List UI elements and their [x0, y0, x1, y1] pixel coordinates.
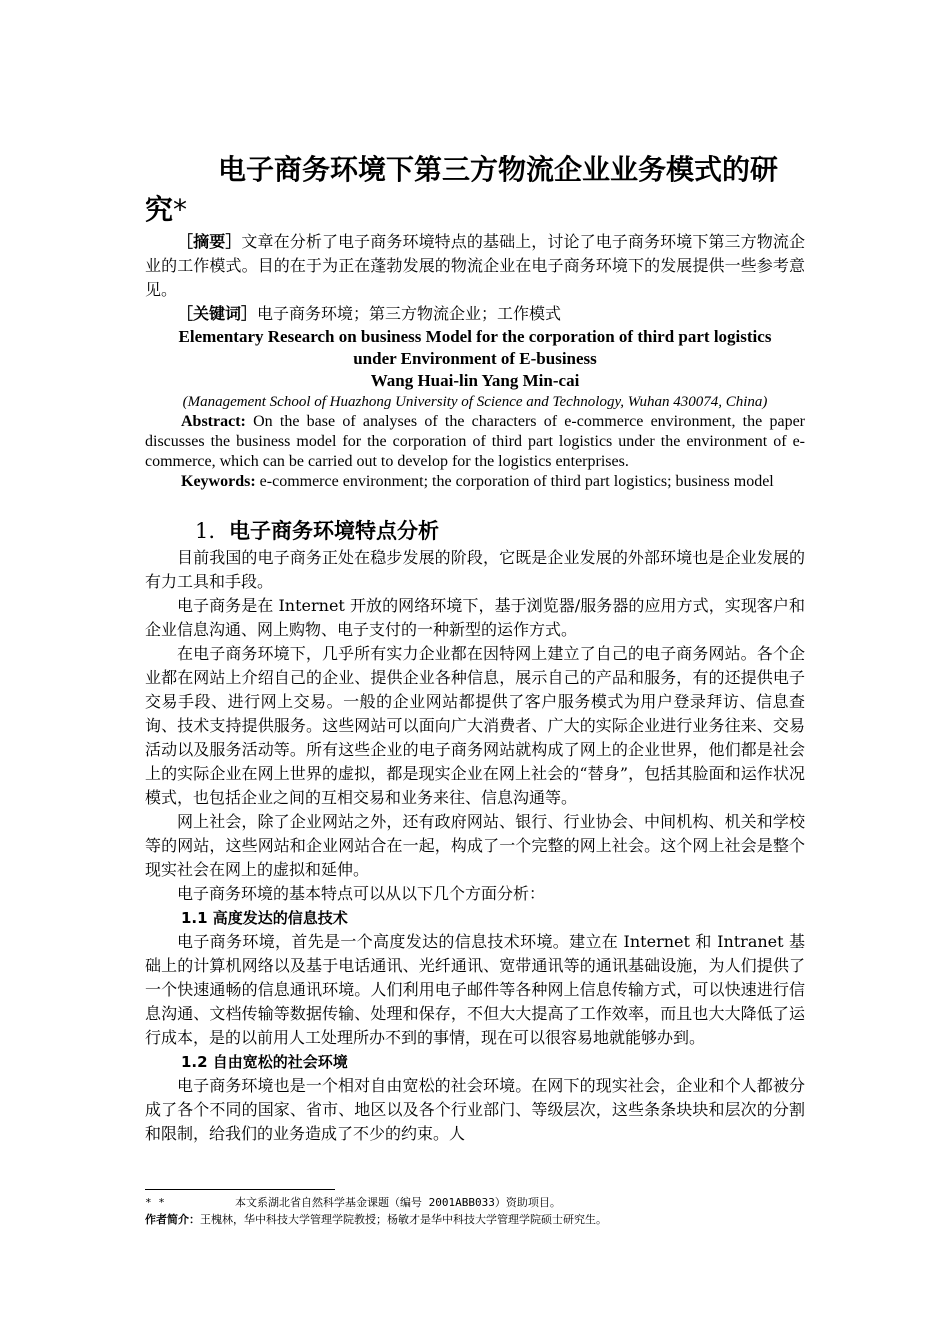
title-footnote-star: *: [173, 193, 188, 226]
keywords-cn-text: 电子商务环境；第三方物流企业；工作模式: [257, 304, 562, 323]
subsection-1-2-text: 电子商务环境也是一个相对自由宽松的社会环境。在网下的现实社会，企业和个人都被分成了各个不同的国家、省市、地区以及各个行业部门、等级层次，这些条条块块和层次的分割和限制，给我们的业务造成了不少的约束。人: [145, 1076, 805, 1143]
english-abstract-text: On the base of analyses of the characters of e-commerce environment, the paper discusses the business model for the corporation of third part logistics under the environment of e-commerce, which can be carried out to develop for the logistics enterprises.: [145, 413, 805, 470]
english-affiliation: (Management School of Huazhong University of Science and Technology, Wuhan 430074, China): [182, 394, 768, 410]
section-1-number: 1.: [195, 519, 216, 543]
english-keywords-label: Keywords:: [181, 473, 256, 490]
keywords-cn: [145, 302, 805, 326]
footnote-mark: * *: [145, 1196, 165, 1209]
english-authors: Wang Huai-lin Yang Min-cai: [370, 371, 580, 390]
footnote-divider: [145, 1189, 335, 1190]
english-title-line1: Elementary Research on business Model for the corporation of third part logistics: [178, 327, 772, 346]
paper-title: [145, 150, 805, 230]
subsection-1-1-heading: 1.1 高度发达的信息技术: [181, 909, 348, 927]
footnote-author: [145, 1212, 805, 1228]
english-abstract: [145, 412, 805, 472]
section-1-title: 电子商务环境特点分析: [229, 519, 440, 543]
footnote-author-label: 作者简介：: [145, 1213, 200, 1226]
english-abstract-label: Abstract:: [181, 413, 246, 430]
section-1-paragraph-1: 目前我国的电子商务正处在稳步发展的阶段，它既是企业发展的外部环境也是企业发展的有力工具和手段。: [145, 548, 805, 591]
abstract-cn-text: 文章在分析了电子商务环境特点的基础上，讨论了电子商务环境下第三方物流企业的工作模式。目的在于为正在蓬勃发展的物流企业在电子商务环境下的发展提供一些参考意见。: [145, 232, 805, 299]
english-keywords-text: e-commerce environment; the corporation of third part logistics; business model: [259, 473, 774, 490]
section-1-paragraph-3: 在电子商务环境下，几乎所有实力企业都在因特网上建立了自己的电子商务网站。各个企业都在网站上介绍自己的企业、提供企业各种信息，展示自己的产品和服务，有的还提供电子交易手段、进行网上交易。一般的企业网站都提供了客户服务模式为用户登录拜访、信息查询、技术支持提供服务。这些网站可以面向广大消费者、广大的实际企业进行业务往来、交易活动以及服务活动等。所有这些企业的电子商务网站就构成了网上的企业世界，他们都是社会上的实际企业在网上世界的虚拟，都是现实企业在网上社会的“替身”，包括其脸面和运作状况模式，也包括企业之间的互相交易和业务来往、信息沟通等。: [145, 644, 805, 807]
abstract-cn-label: ［摘要］: [177, 232, 242, 251]
paper-body: [145, 150, 805, 1146]
section-1-paragraph-2: 电子商务是在 Internet 开放的网络环境下，基于浏览器/服务器的应用方式，实现客户和企业信息沟通、网上购物、电子支付的一种新型的运作方式。: [145, 596, 805, 639]
keywords-cn-label: ［关键词］: [177, 304, 258, 323]
abstract-cn: [145, 230, 805, 302]
title-text: 电子商务环境下第三方物流企业业务模式的研究: [145, 153, 779, 226]
english-title-line2: under Environment of E-business: [353, 349, 597, 368]
subsection-1-2-heading: 1.2 自由宽松的社会环境: [181, 1053, 348, 1071]
footnote-funding: [145, 1195, 805, 1211]
footnote-author-text: 王槐林，华中科技大学管理学院教授；杨敏才是华中科技大学管理学院硕士研究生。: [200, 1213, 607, 1226]
section-1-heading: [145, 516, 805, 546]
section-1-paragraph-4: 网上社会，除了企业网站之外，还有政府网站、银行、行业协会、中间机构、机关和学校等的网站，这些网站和企业网站合在一起，构成了一个完整的网上社会。这个网上社会是整个现实社会在网上的虚拟和延伸。: [145, 812, 805, 879]
section-1-paragraph-5: 电子商务环境的基本特点可以从以下几个方面分析：: [177, 884, 546, 903]
subsection-1-1-text: 电子商务环境，首先是一个高度发达的信息技术环境。建立在 Internet 和 Intranet 基础上的计算机网络以及基于电话通讯、光纤通讯、宽带通讯等的通讯基础设施，为人们提供了一个快速通畅的信息通讯环境。人们利用电子邮件等各种网上信息传输方式，可以快速进行信息沟通、文档传输等数据传输、处理和保存，不但大大提高了工作效率，而且也大大降低了运行成本，是的以前用人工处理所办不到的事情，现在可以很容易地就能够办到。: [145, 932, 805, 1047]
footnote-funding-text: 本文系湖北省自然科学基金课题（编号 2001ABB033）资助项目。: [235, 1196, 561, 1209]
english-keywords: [145, 472, 805, 492]
